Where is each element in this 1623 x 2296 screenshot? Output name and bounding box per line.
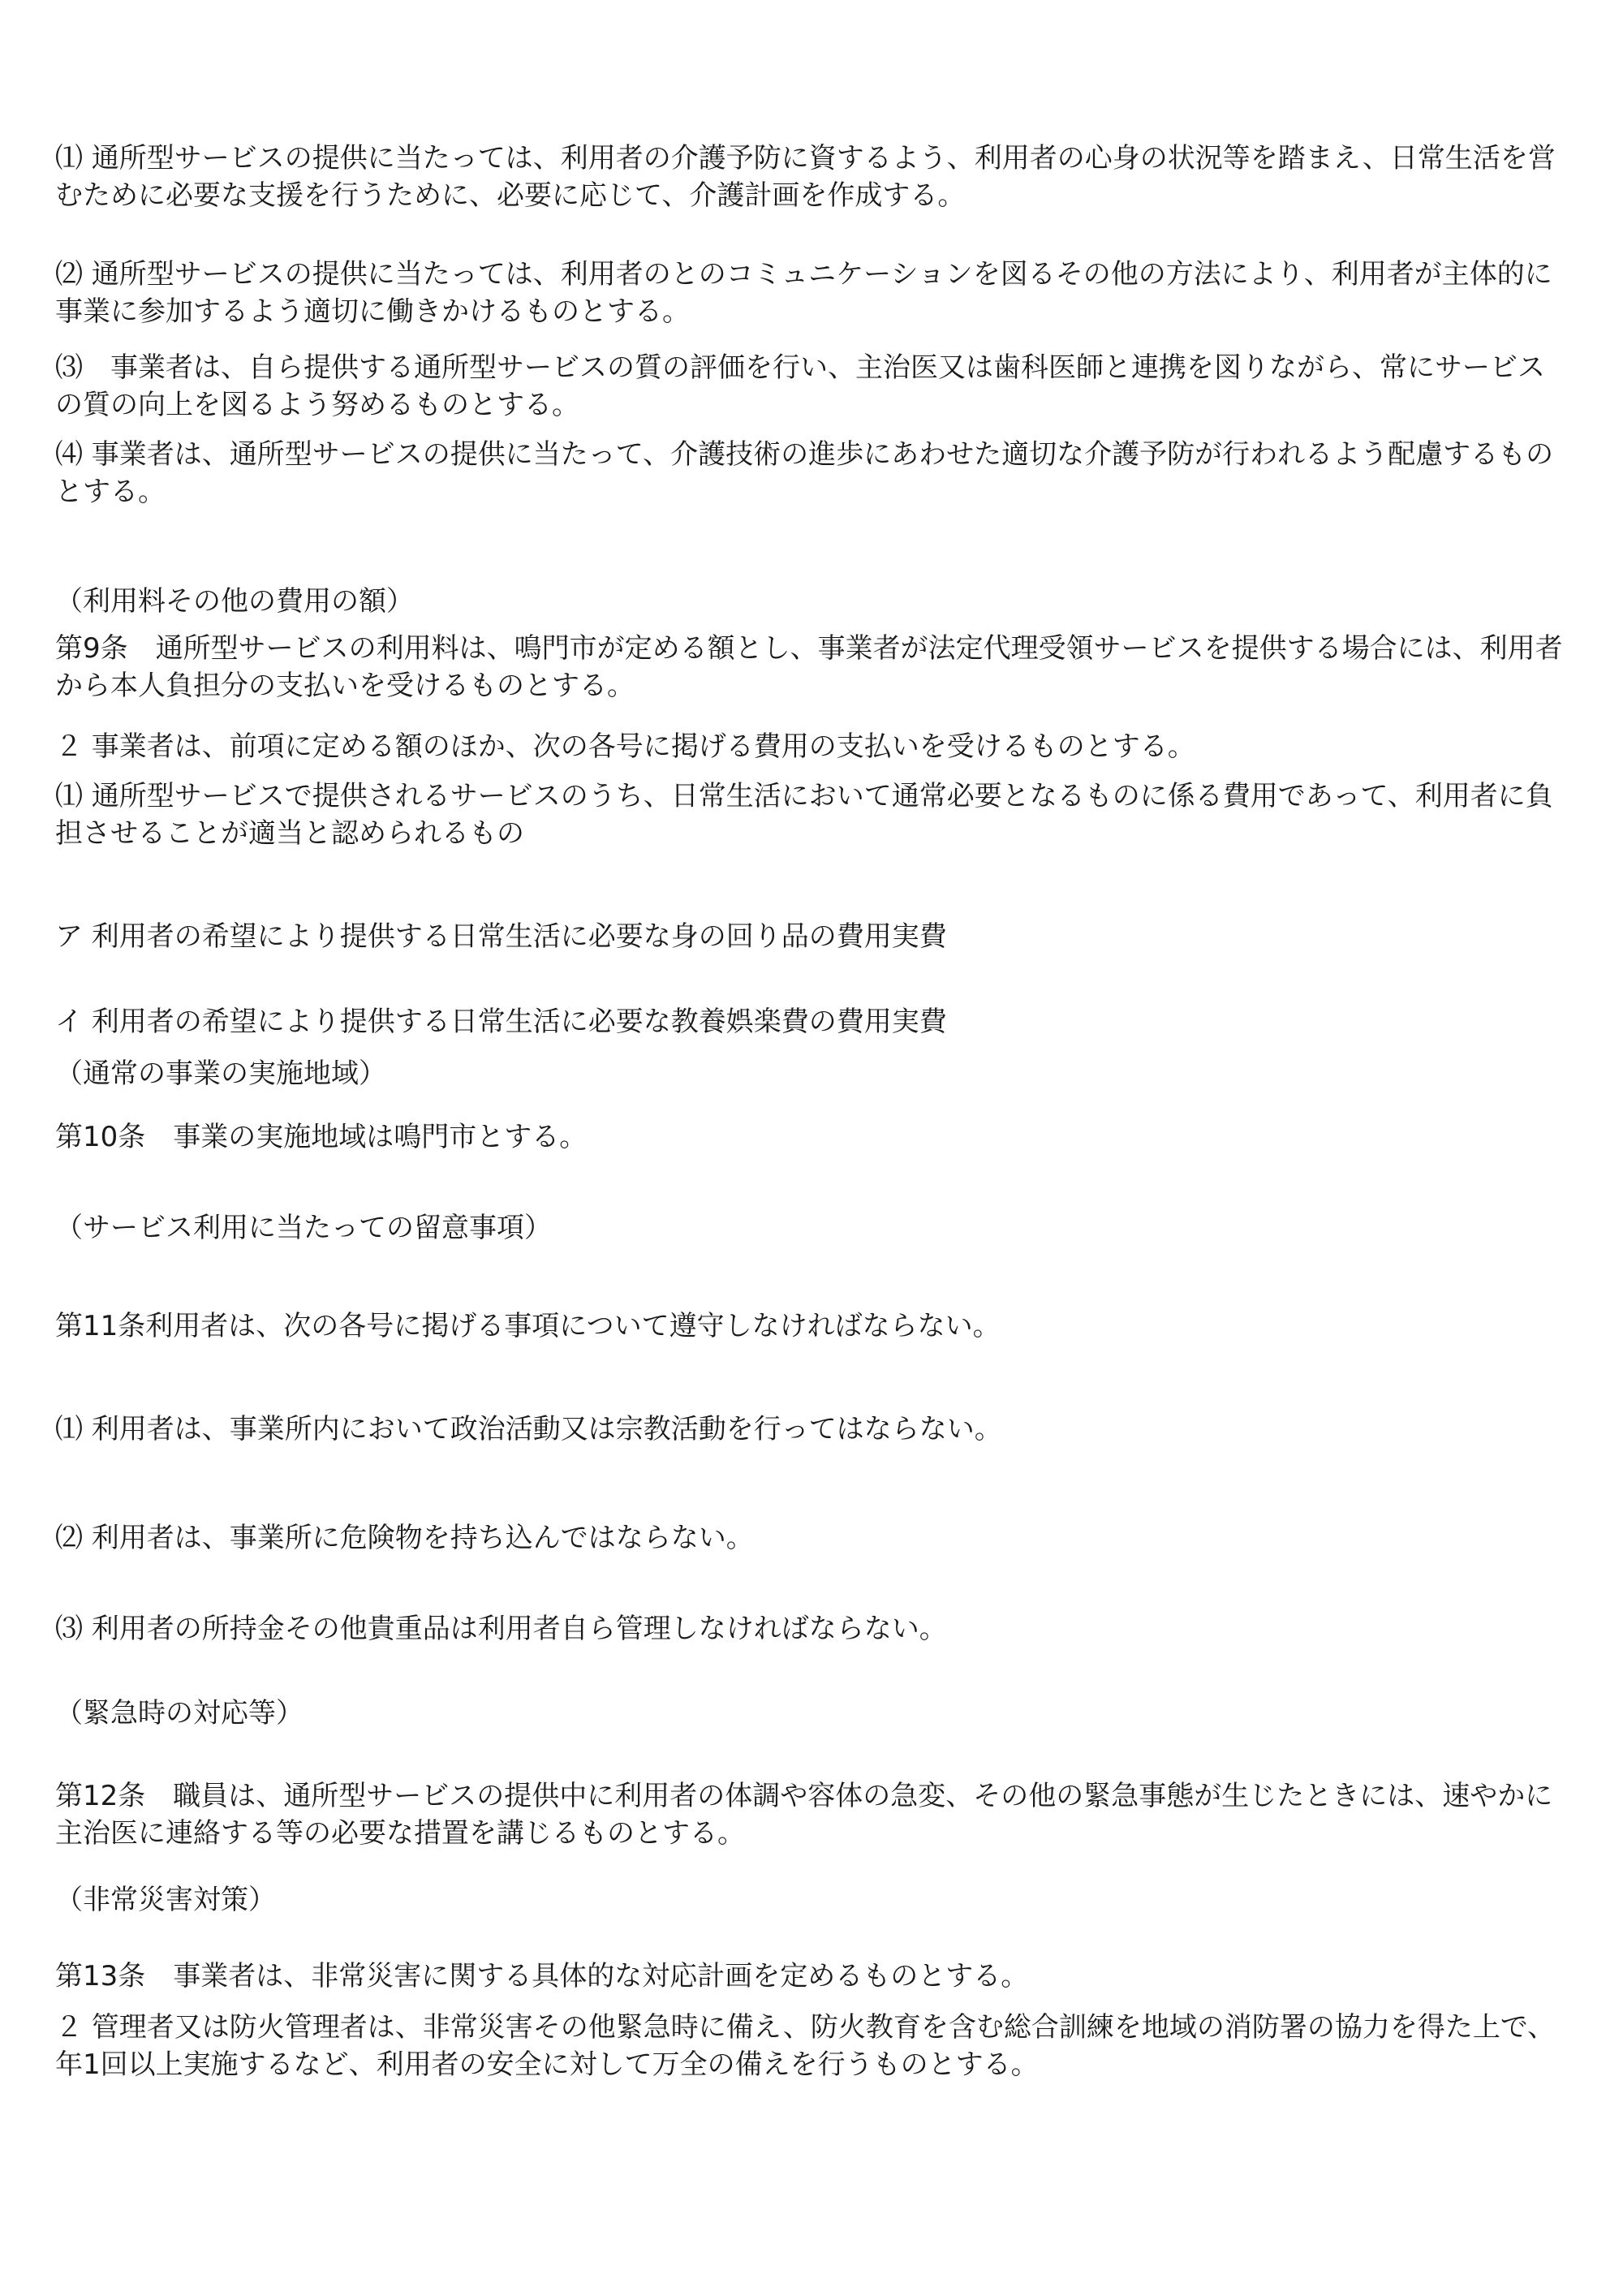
article-9-sub-a: ア 利用者の希望により提供する日常生活に必要な身の回り品の費用実費 [55,920,947,953]
article-9-sub-i: イ 利用者の希望により提供する日常生活に必要な教養娯楽費の費用実費 [55,1006,947,1038]
paragraph-item-3: ⑶ 事業者は、自ら提供する通所型サービスの質の評価を行い、主治医又は歯科医師と連携を図りながら、常にサービスの質の向上を図るよう努めるものとする。 [55,351,1545,421]
article-11-item-1: ⑴ 利用者は、事業所内において政治活動又は宗教活動を行ってはならない。 [55,1413,1002,1445]
article-12: 第12条 職員は、通所型サービスの提供中に利用者の体調や容体の急変、その他の緊急事態が生じたときには、速やかに主治医に連絡する等の必要な措置を講じるものとする。 [55,1780,1553,1850]
article-13: 第13条 事業者は、非常災害に関する具体的な対応計画を定めるものとする。 [55,1960,1029,1992]
article-9-clause-2: ２ 事業者は、前項に定める額のほか、次の各号に掲げる費用の支払いを受けるものとする。 [55,730,1195,763]
article-13-clause-2: ２ 管理者又は防火管理者は、非常災害その他緊急時に備え、防火教育を含む総合訓練を地域の消防署の協力を得た上で、年1回以上実施するなど、利用者の安全に対して万全の備えを行うものとする。 [55,2011,1556,2081]
article-heading-12: （緊急時の対応等） [55,1697,304,1730]
article-11-item-2: ⑵ 利用者は、事業所に危険物を持ち込んではならない。 [55,1522,754,1554]
paragraph-item-2: ⑵ 通所型サービスの提供に当たっては、利用者のとのコミュニケーションを図るその他の方法により、利用者が主体的に事業に参加するよう適切に働きかけるものとする。 [55,258,1552,328]
paragraph-item-1: ⑴ 通所型サービスの提供に当たっては、利用者の介護予防に資するよう、利用者の心身の状況等を踏まえ、日常生活を営むために必要な支援を行うために、必要に応じて、介護計画を作成する。 [55,142,1556,212]
article-10: 第10条 事業の実施地域は鳴門市とする。 [55,1121,588,1153]
article-11-item-3: ⑶ 利用者の所持金その他貴重品は利用者自ら管理しなければならない。 [55,1613,947,1645]
article-heading-13: （非常災害対策） [55,1884,276,1916]
article-heading-9: （利用料その他の費用の額） [55,585,414,618]
paragraph-item-4: ⑷ 事業者は、通所型サービスの提供に当たって、介護技術の進歩にあわせた適切な介護予防が行われるよう配慮するものとする。 [55,438,1554,508]
article-11: 第11条利用者は、次の各号に掲げる事項について遵守しなければならない。 [55,1310,1001,1342]
article-9: 第9条 通所型サービスの利用料は、鳴門市が定める額とし、事業者が法定代理受領サービスを提供する場合には、利用者から本人負担分の支払いを受けるものとする。 [55,632,1563,702]
article-heading-11: （サービス利用に当たっての留意事項） [55,1212,552,1244]
article-heading-10: （通常の事業の実施地域） [55,1058,386,1090]
article-9-clause-2-item-1: ⑴ 通所型サービスで提供されるサービスのうち、日常生活において通常必要となるものに係る費用であって、利用者に負担させることが適当と認められるもの [55,780,1553,850]
